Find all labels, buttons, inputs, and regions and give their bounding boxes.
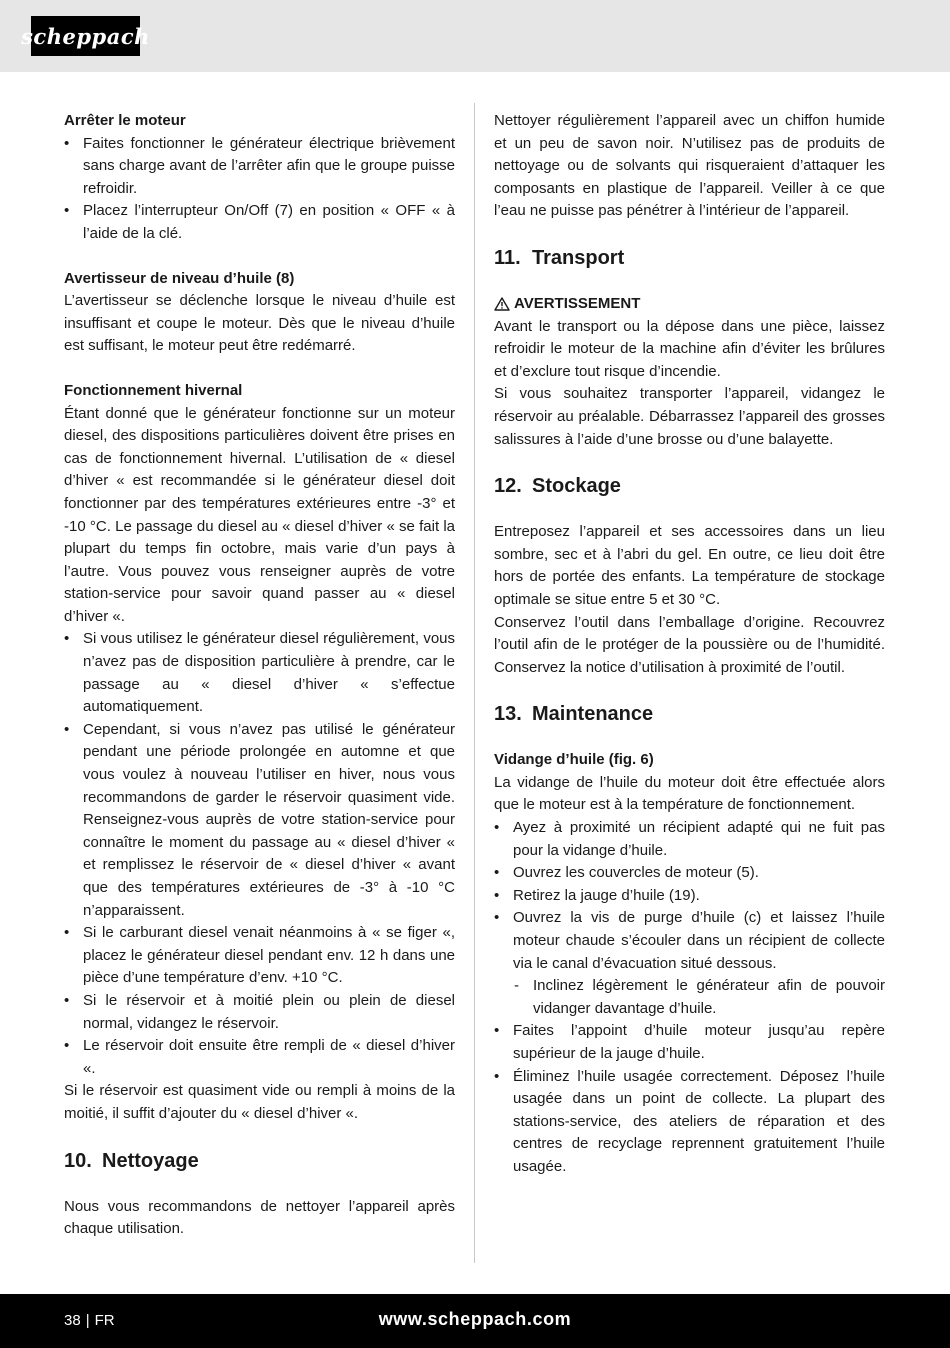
paragraph: Nous vous recommandons de nettoyer l’appareil après chaque utilisation. bbox=[64, 1197, 455, 1238]
subheading-oil-change: Vidange d’huile (fig. 6) bbox=[494, 751, 654, 769]
section-winter-operation bbox=[64, 380, 455, 1126]
bullet-list-stop-engine bbox=[64, 133, 455, 246]
section-heading-maintenance: 13. Maintenance bbox=[494, 703, 654, 726]
subheading-stop-engine: Arrêter le moteur bbox=[64, 112, 186, 129]
website-url: www.scheppach.com bbox=[378, 1309, 572, 1329]
bullet-list-winter bbox=[64, 628, 455, 1080]
left-column bbox=[64, 110, 455, 1241]
paragraph: Nettoyer régulièrement l’appareil avec un chiffon humide et un peu de savon noir. N’utilisez pas de produits de nettoyage ou de solvants qui risqueraient d’attaquer les composants en plastique de l’appareil. Veiller à ce que l’eau ne puisse pas pénétrer à l’intérieur de l’appareil. bbox=[494, 112, 885, 220]
list-item: • Si le carburant diesel venait néanmoins à « se figer «, placez le générateur diesel pendant env. 12 h dans une pièce d’une température d’env. +10 °C. bbox=[64, 922, 455, 990]
list-item: • Placez l’interrupteur On/Off (7) en position « OFF « à l’aide de la clé. bbox=[64, 200, 455, 245]
paragraph: Étant donné que le générateur fonctionne sur un moteur diesel, des dispositions particulières doivent être prises en cas de fonctionnement hivernal. L’utilisation de « diesel d’hiver « est recommandée si le générateur diesel doit fonctionner par des températures extérieures entre -3° et -10 °C. Le passage du diesel au « diesel d’hiver « se fait la plupart du temps fin octobre, mais varie d’un pays à l’autre. Vous pouvez vous renseigner auprès de votre station-service pour savoir quand passer au « diesel d’hiver «. bbox=[64, 404, 455, 625]
paragraph: Entreposez l’appareil et ses accessoires dans un lieu sombre, sec et à l’abri du gel. En outre, ce lieu doit être hors de portée des enfants. La température de stockage optimale se situe entre 5 et 30 °C. bbox=[494, 523, 885, 608]
page-number: 38 | FR bbox=[64, 1312, 115, 1329]
paragraph: L’avertisseur se déclenche lorsque le niveau d’huile est insuffisant et coupe le moteur. Dès que le niveau d’huile est suffisant, le moteur peut être redémarré. bbox=[64, 292, 455, 355]
list-item: • Faites fonctionner le générateur électrique brièvement sans charge avant de l’arrêter afin que le groupe puisse refroidir. bbox=[64, 133, 455, 201]
warning-label: AVERTISSEMENT bbox=[494, 293, 885, 316]
section-heading-cleaning: 10. Nettoyage bbox=[64, 1149, 199, 1172]
list-item: • Ouvrez les couvercles de moteur (5). bbox=[494, 862, 885, 885]
section-maintenance bbox=[494, 701, 885, 1178]
section-storage bbox=[494, 473, 885, 679]
brand-logo: scheppach bbox=[31, 16, 140, 56]
subheading-winter-operation: Fonctionnement hivernal bbox=[64, 381, 243, 399]
paragraph: Si le réservoir est quasiment vide ou rempli à moins de la moitié, il suffit d’ajouter du « diesel d’hiver «. bbox=[64, 1082, 455, 1122]
page-footer bbox=[0, 1294, 950, 1348]
paragraph: Avant le transport ou la dépose dans une pièce, laissez refroidir le moteur de la machine afin d’éviter les brûlures et d’exclure tout risque d’incendie. bbox=[494, 317, 885, 380]
list-item: • Le réservoir doit ensuite être rempli de « diesel d’hiver «. bbox=[64, 1035, 455, 1080]
section-heading-storage: 12. Stockage bbox=[494, 475, 621, 498]
list-item: • Si le réservoir et à moitié plein ou plein de diesel normal, vidangez le réservoir. bbox=[64, 990, 455, 1035]
section-heading-transport: 11. Transport bbox=[494, 246, 625, 269]
page-header bbox=[0, 0, 950, 72]
list-item: • Faites l’appoint d’huile moteur jusqu’au repère supérieur de la jauge d’huile. bbox=[494, 1020, 885, 1065]
list-item: • Éliminez l’huile usagée correctement. Déposez l’huile usagée dans un point de collecte. La plupart des stations-service, des ateliers de réparation et des centres de recyclage reprennent gratuitement l’huile usagée. bbox=[494, 1066, 885, 1179]
warning-triangle-icon bbox=[494, 297, 510, 311]
paragraph: Conservez l’outil dans l’emballage d’origine. Recouvrez l’outil afin de le protéger de la poussière ou de l’humidité. Conservez la notice d’utilisation à proximité de l’outil. bbox=[494, 613, 885, 676]
list-item: • Ouvrez la vis de purge d’huile (c) et laissez l’huile moteur chaude s’écouler dans un récipient de collecte via le canal d’évacuation situé dessous. bbox=[494, 907, 885, 975]
bullet-list-maintenance-2 bbox=[494, 1020, 885, 1178]
section-transport bbox=[494, 245, 885, 451]
paragraph: Si vous souhaitez transporter l’appareil, vidangez le réservoir au préalable. Débarrassez l’appareil des grosses salissures à l’aide d’une brosse ou d’une balayette. bbox=[494, 385, 885, 448]
subheading-oil-warning: Avertisseur de niveau d’huile (8) bbox=[64, 269, 295, 287]
section-cleaning bbox=[64, 1148, 455, 1241]
section-oil-warning bbox=[64, 268, 455, 358]
bullet-list-maintenance bbox=[494, 817, 885, 975]
sub-list-maintenance bbox=[513, 975, 885, 1020]
column-divider bbox=[474, 103, 475, 1263]
list-item: • Si vous utilisez le générateur diesel régulièrement, vous n’avez pas de disposition particulière à prendre, car le passage au « diesel d’hiver « s’effectue automatiquement. bbox=[64, 628, 455, 718]
right-column bbox=[494, 110, 885, 1179]
list-item: • Cependant, si vous n’avez pas utilisé le générateur pendant une période prolongée en automne et que vous voulez à nouveau l’utiliser en hiver, nous vous recommandons de garder le réservoir quasiment vide. Renseignez-vous auprès de votre station-service pour connaître le moment du passage au « diesel d’hiver « et remplissez le réservoir de « diesel d’hiver « avant que des températures extérieures de -3° à -10 °C n’apparaissent. bbox=[64, 719, 455, 922]
section-stop-engine bbox=[64, 110, 455, 246]
paragraph: La vidange de l’huile du moteur doit être effectuée alors que le moteur est à la température de fonctionnement. bbox=[494, 773, 885, 814]
list-item: - Inclinez légèrement le générateur afin de pouvoir vidanger davantage d’huile. bbox=[513, 975, 885, 1020]
list-item: • Ayez à proximité un récipient adapté qui ne fuit pas pour la vidange d’huile. bbox=[494, 817, 885, 862]
list-item: • Retirez la jauge d’huile (19). bbox=[494, 885, 885, 908]
